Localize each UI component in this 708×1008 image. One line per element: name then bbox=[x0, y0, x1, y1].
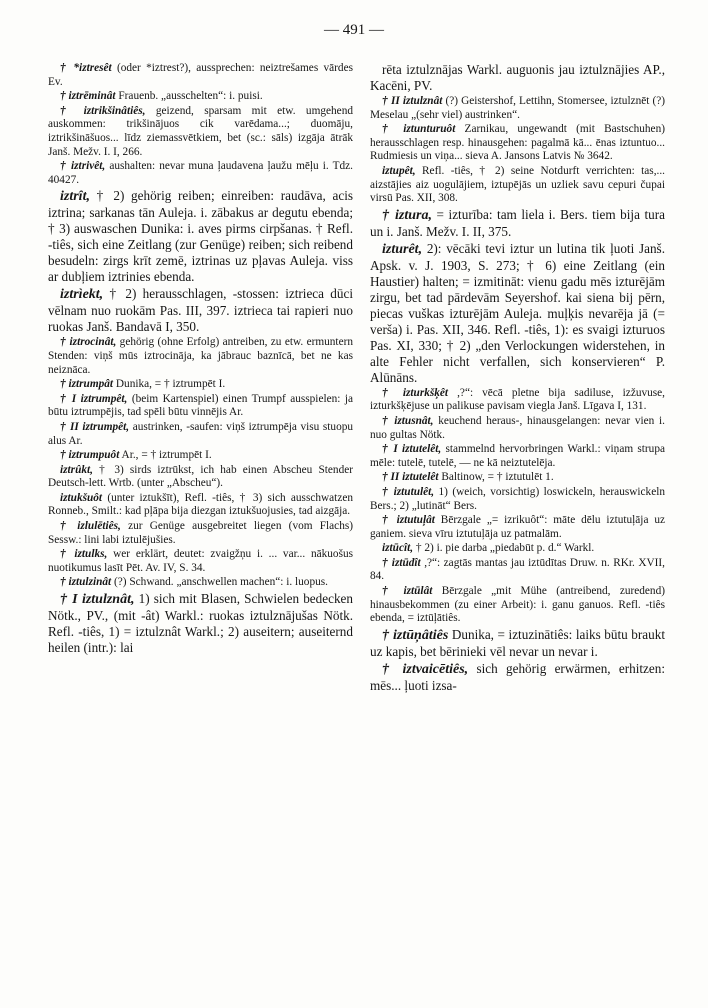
page-number: — 491 — bbox=[324, 22, 384, 38]
entry-definition: Refl. -tiês, † 2) seine Notdurft verrichten: tas,... aizstājies aiz uogulājiem, iztupējās un uzliek savu cepuri čupai virsū Pas. XII, 308. bbox=[370, 164, 665, 205]
entry-headword: iztūcît, bbox=[382, 542, 414, 555]
entry-headword: † *iztresêt bbox=[60, 62, 112, 74]
entry-definition: = izturība: tam liela i. Bers. tiem bija tura un i. Janš. Mežv. I. II, 375. bbox=[370, 206, 665, 239]
dictionary-entry bbox=[48, 336, 353, 377]
entry-headword: † iztrocinât, bbox=[60, 336, 117, 349]
entry-definition: Frauenb. „ausschelten“: i. puisi. bbox=[118, 90, 263, 103]
entry-definition: sich gehörig erwärmen, erhitzen: mēs... ļuoti izsa- bbox=[370, 660, 666, 693]
dictionary-entry bbox=[48, 105, 353, 159]
entry-headword: † II iztutelêt bbox=[382, 471, 439, 484]
entry-definition: † 2) i. pie darba „piedabūt p. d.“ Warkl. bbox=[415, 542, 595, 555]
dictionary-entry bbox=[48, 286, 353, 335]
entry-headword: iztrìekt, bbox=[60, 287, 104, 303]
entry-definition: wer erklärt, deutet: zvaigžņu i. ... var... nākuošus nuotikumus lasīt Pēt. Av. IV, S. 34. bbox=[48, 548, 354, 574]
left-column bbox=[48, 62, 353, 657]
entry-headword: izturêt, bbox=[382, 241, 423, 257]
dictionary-entry bbox=[48, 591, 353, 656]
dictionary-entry bbox=[370, 661, 665, 694]
entry-headword: iztrît, bbox=[60, 189, 90, 205]
entry-definition: Bērzgale „mit Mühe (antreibend, zuredend) hinausbekommen (zu einer Arbeit): i. ganu ganuos. Refl. -tiês ebenda, = iztūļātiês. bbox=[370, 585, 665, 625]
dictionary-entry bbox=[370, 165, 665, 206]
dictionary-entry bbox=[48, 548, 353, 575]
entry-headword: † izturkšķêt bbox=[382, 386, 449, 399]
entry-definition: ,?“: zagtās mantas jau iztūdītas Druw. n. RKr. XVII, 84. bbox=[370, 556, 666, 583]
entry-definition: Baltinow, = † iztutulēt 1. bbox=[441, 471, 554, 484]
dictionary-entry bbox=[48, 160, 353, 187]
entry-definition: Ar., = † iztrumpēt I. bbox=[121, 449, 212, 462]
entry-definition: (oder *iztrest?), aussprechen: neiztrešames vārdes Ev. bbox=[48, 62, 353, 88]
entry-headword: † iztrumpuôt bbox=[60, 449, 120, 462]
entry-definition: Dunika, = † iztrumpēt I. bbox=[115, 378, 226, 391]
dictionary-entry bbox=[370, 95, 665, 122]
dictionary-entry bbox=[48, 520, 353, 547]
entry-headword: † iztrikšinâtiês, bbox=[60, 104, 146, 117]
entry-definition: (beim Kartenspiel) einen Trumpf ausspielen: ja būtu iztrumpējis, tad spēli būtu vinnējis Ar. bbox=[48, 392, 354, 419]
entry-headword: † iztura, bbox=[382, 207, 432, 223]
entry-headword: † II iztulznât bbox=[382, 95, 443, 107]
dictionary-entry bbox=[370, 627, 665, 660]
dictionary-entry bbox=[48, 378, 353, 392]
entry-definition: rēta iztulznājas Warkl. auguonis jau iztulznājies AP., Kacēni, PV. bbox=[370, 62, 665, 93]
entry-definition: 1) sich mit Blasen, Schwielen bedecken Nötk., PV., (mit -ât) Warkl.: ruokas iztulznājušas Nötk. Refl. -tiês, 1) = iztulznât Warkl.; 2) auseitern; auseiternd heilen (intr.): lai bbox=[48, 591, 353, 656]
entry-headword: † izlulētiês, bbox=[60, 520, 121, 533]
dictionary-entry bbox=[48, 421, 353, 448]
dictionary-entry bbox=[370, 486, 665, 513]
dictionary-entry bbox=[48, 393, 353, 420]
entry-definition: Bērzgale „= izrikuôt“: māte dēlu iztutuļāja uz ganiem. sieva vīru iztutuļāja uz patmalām. bbox=[370, 514, 666, 540]
entry-definition: aushalten: nevar muna ļaudavena ļaužu mēļu i. Tdz. 40427. bbox=[48, 160, 353, 186]
entry-definition: keuchend heraus-, hinausgelangen: nevar vien i. nuo gultas Nötk. bbox=[370, 414, 665, 441]
dictionary-entry bbox=[370, 387, 665, 414]
entry-headword: † iztulzinât bbox=[60, 576, 112, 589]
entry-headword: † iztrumpât bbox=[60, 378, 114, 391]
entry-definition: (unter iztukšīt), Refl. -tiês, † 3) sich ausschwatzen Ronneb., Smilt.: kad pļāpa bija diezgan iztukšuojusies, tad aizgāja. bbox=[48, 491, 353, 518]
entry-definition: ,?“: vēcā pletne bija sadiluse, izžuvuse, izturkšķējuse un palikuse pavisam viegla Janš. Līgava I, 131. bbox=[370, 386, 666, 413]
entry-definition: † 2) herausschlagen, -stossen: iztrieca dūci vēlnam nuo ruokām Pas. III, 397. iztrieca tai rapieri nuo ruokas Janš. Bandavā I, 350. bbox=[48, 286, 354, 335]
dictionary-entry bbox=[48, 449, 353, 463]
dictionary-entry bbox=[370, 415, 665, 442]
dictionary-entry bbox=[48, 90, 353, 104]
entry-headword: † iztūņâtiês bbox=[382, 627, 449, 643]
dictionary-entry bbox=[370, 557, 665, 584]
entry-headword: † iztutuļât bbox=[382, 514, 435, 527]
entry-headword: † I iztrumpêt, bbox=[60, 392, 128, 405]
dictionary-entry bbox=[370, 207, 665, 240]
entry-headword: † I iztutelêt, bbox=[382, 443, 442, 456]
dictionary-entry bbox=[48, 62, 353, 89]
dictionary-entry bbox=[48, 188, 353, 285]
dictionary-entry bbox=[370, 514, 665, 541]
entry-definition: (?) Schwand. „anschwellen machen“: i. luopus. bbox=[114, 576, 328, 589]
dictionary-entry bbox=[370, 542, 665, 556]
entry-definition: 1) (weich, vorsichtig) loswickeln, herauswickeln Bers.; 2) „lutināt“ Bers. bbox=[370, 485, 666, 512]
dictionary-entry bbox=[48, 492, 353, 519]
entry-definition: zur Genüge ausgebreitet liegen (vom Flachs) Sessw.: lini labi iztulējušies. bbox=[48, 520, 353, 546]
entry-headword: † iztusnât, bbox=[382, 414, 434, 427]
entry-headword: † iztrivêt, bbox=[60, 160, 106, 173]
entry-headword: † iztutulêt, bbox=[382, 485, 435, 498]
dictionary-entry bbox=[370, 471, 665, 485]
right-column bbox=[370, 62, 665, 695]
entry-definition: † 3) sirds iztrūkst, ich hab einen Abscheu Stender Deutsch-lett. Wrtb. (unter „Abscheu“). bbox=[48, 463, 353, 490]
entry-headword: iztupêt, bbox=[382, 164, 416, 177]
dictionary-entry bbox=[370, 443, 665, 470]
entry-definition: geizend, sparsam mit etw. umgehend auskommen: trikšinājuos cik varēdama...; duomāju, iztrikšināšuos... līdz ziemassvētkiem, bet (sc.: sāls) izgāja ātrāk Janš. Mežv. I. I, 266. bbox=[48, 104, 353, 158]
entry-headword: † iztulks, bbox=[60, 548, 108, 561]
entry-definition: (?) Geistershof, Lettihn, Stomersee, iztulznēt (?) Meselau „(sehr viel) austrinken“. bbox=[370, 95, 666, 121]
entry-headword: † I iztulznât, bbox=[60, 592, 135, 608]
entry-headword: † iztunturuôt bbox=[382, 123, 456, 136]
dictionary-entry bbox=[370, 123, 665, 164]
dictionary-entry bbox=[48, 464, 353, 491]
dictionary-entry bbox=[370, 62, 665, 94]
entry-headword: iztrûkt, bbox=[60, 463, 93, 476]
entry-definition: Dunika, = iztuzinātiês: laiks būtu braukt uz kapis, bet bērinieki vēl nevar un nevar i. bbox=[370, 626, 665, 659]
entry-definition: gehörig (ohne Erfolg) antreiben, zu etw. ermuntern Stenden: viņš mūs iztrocināja, ka jābrauc baznīcā, bet ne kas neiznāca. bbox=[48, 336, 353, 376]
dictionary-entry bbox=[370, 585, 665, 626]
entry-definition: stammelnd hervorbringen Warkl.: viņam strupa mēle: tutelē, tutelē, — ne kā neiztutelēja. bbox=[370, 443, 665, 469]
entry-definition: 2): vēcāki tevi iztur un lutina tik ļuoti Janš. Apsk. v. J. 1903, S. 273; † 6) eine Zeitlang (ein Haustier) halten; = izmitināt: vienu gadu mēs izturējām zirgu, bet tad pārdevām Seyershof. kai siena bij pērn, piecas vuškas izturējām Auleja. muļķis nevarēja jā (= verša) i. Pas. XII, 346. Refl. -tiês, 1): es svaigi izturuos Pas. XI, 330; † 2) „den Verlockungen widerstehen, in alte Fehler nicht verfallen, sich konservieren“ P. Alūnāns. bbox=[370, 240, 665, 385]
entry-definition: Zarnikau, ungewandt (mit Bastschuhen) herausschlagen resp. hinausgehen: pagalmā kā... ēnas iztuntuo... Rudmiesis un viņa... sieva A. Jansons Latvis № 3642. bbox=[370, 123, 665, 163]
entry-headword: † iztūlât bbox=[382, 585, 433, 598]
entry-headword: † II iztrumpêt, bbox=[60, 420, 130, 433]
dictionary-entry bbox=[48, 576, 353, 590]
dictionary-entry bbox=[370, 241, 665, 386]
entry-definition: † 2) gehörig reiben; einreiben: raudāva, acis iztrina; sarkanas tān Auleja. i. zābakus ar degutu ebenda; † 3) auswaschen Dunika: i. aves pirms cirpšanas. † Refl. -tiês, sich eine Zeitlang (zur Genüge) reiben; sich reibend besudeln: zirgs krīt zemē, iztrinas uz pļavas Auleja. viss ar dubļiem iztrinies ebenda. bbox=[48, 188, 354, 285]
entry-headword: † iztvaicētiês, bbox=[382, 661, 469, 677]
entry-definition: austrinken, -saufen: viņš iztrumpēja visu stuopu alus Ar. bbox=[48, 420, 354, 447]
entry-headword: iztukšuôt bbox=[60, 491, 103, 504]
entry-headword: † iztrēminât bbox=[60, 90, 116, 103]
entry-headword: † iztūdît bbox=[382, 556, 421, 569]
